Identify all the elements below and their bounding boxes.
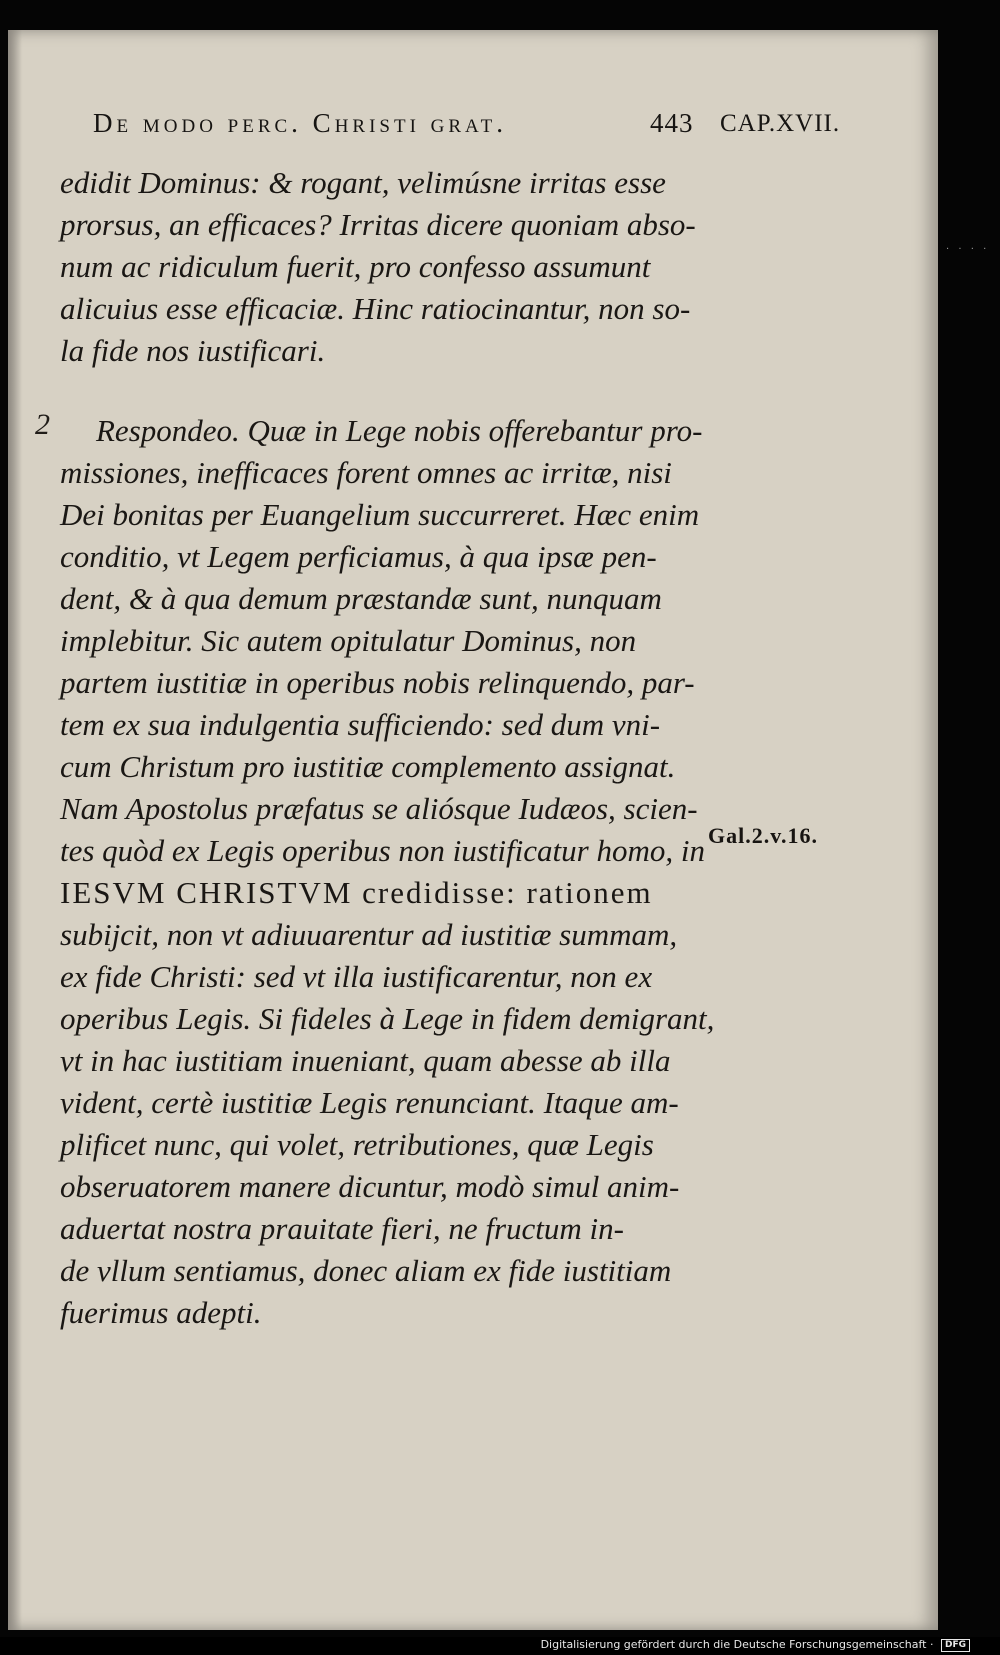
text-line: vt in hac iustitiam inueniant, quam abesse ab illa [60, 1043, 671, 1078]
text-line: tes quòd ex Legis operibus non iustificatur homo, in [60, 833, 705, 868]
chapter-label: CAP.XVII. [720, 110, 841, 137]
text-line: ex fide Christi: sed vt illa iustificarentur, non ex [60, 959, 653, 994]
text-line: conditio, vt Legem perficiamus, à qua ipsæ pen- [60, 539, 657, 574]
text-line: alicuius esse efficaciæ. Hinc ratiocinantur, non so- [60, 291, 691, 326]
text-line: cum Christum pro iustitiæ complemento assignat. [60, 749, 676, 784]
margin-note: Gal.2.v.16. [708, 823, 819, 848]
dfg-logo: DFG [941, 1639, 970, 1652]
text-line: operibus Legis. Si fideles à Lege in fidem demigrant, [60, 1001, 715, 1036]
text-line: subijcit, non vt adiuuarentur ad iustitiæ summam, [60, 917, 678, 952]
text-line: fuerimus adepti. [60, 1295, 262, 1330]
text-line: edidit Dominus: & rogant, velimúsne irritas esse [60, 165, 666, 200]
text-line: Nam Apostolus præfatus se aliósque Iudæos, scien- [60, 791, 698, 826]
running-head-title: De modo perc. Christi grat. [93, 108, 508, 138]
footer-credit [541, 1638, 970, 1652]
text-line: IESVM CHRISTVM credidisse: rationem [60, 875, 653, 910]
text-line: dent, & à qua demum præstandæ sunt, nunquam [60, 581, 662, 616]
text-line: num ac ridiculum fuerit, pro confesso assumunt [60, 249, 651, 284]
text-line: aduertat nostra prauitate fieri, ne fructum in- [60, 1211, 624, 1246]
text-line: de vllum sentiamus, donec aliam ex fide iustitiam [60, 1253, 672, 1288]
text-line: Respondeo. Quæ in Lege nobis offerebantur pro- [96, 413, 703, 448]
page-number: 443 [650, 108, 694, 138]
text-line: implebitur. Sic autem opitulatur Dominus, non [60, 623, 637, 658]
text-line: la fide nos iustificari. [60, 333, 326, 368]
book-page [8, 30, 938, 1630]
paragraph-1 [60, 162, 710, 372]
footer-credit-text: Digitalisierung gefördert durch die Deutsche Forschungsgemeinschaft · [540, 1638, 934, 1651]
paragraph-number: 2 [35, 408, 50, 441]
text-line: tem ex sua indulgentia sufficiendo: sed dum vni- [60, 707, 661, 742]
paragraph-2 [60, 410, 720, 1334]
text-line: plificet nunc, qui volet, retributiones, quæ Legis [60, 1127, 654, 1162]
text-line: prorsus, an efficaces? Irritas dicere quoniam abso- [60, 207, 696, 242]
text-line: obseruatorem manere dicuntur, modò simul anim- [60, 1169, 680, 1204]
edge-dots: · · · · [946, 244, 990, 255]
text-line: missiones, inefficaces forent omnes ac irritæ, nisi [60, 455, 672, 490]
running-head [93, 108, 893, 160]
text-line: Dei bonitas per Euangelium succurreret. Hæc enim [60, 497, 700, 532]
text-line: vident, certè iustitiæ Legis renunciant. Itaque am- [60, 1085, 679, 1120]
text-line: partem iustitiæ in operibus nobis relinquendo, par- [60, 665, 695, 700]
